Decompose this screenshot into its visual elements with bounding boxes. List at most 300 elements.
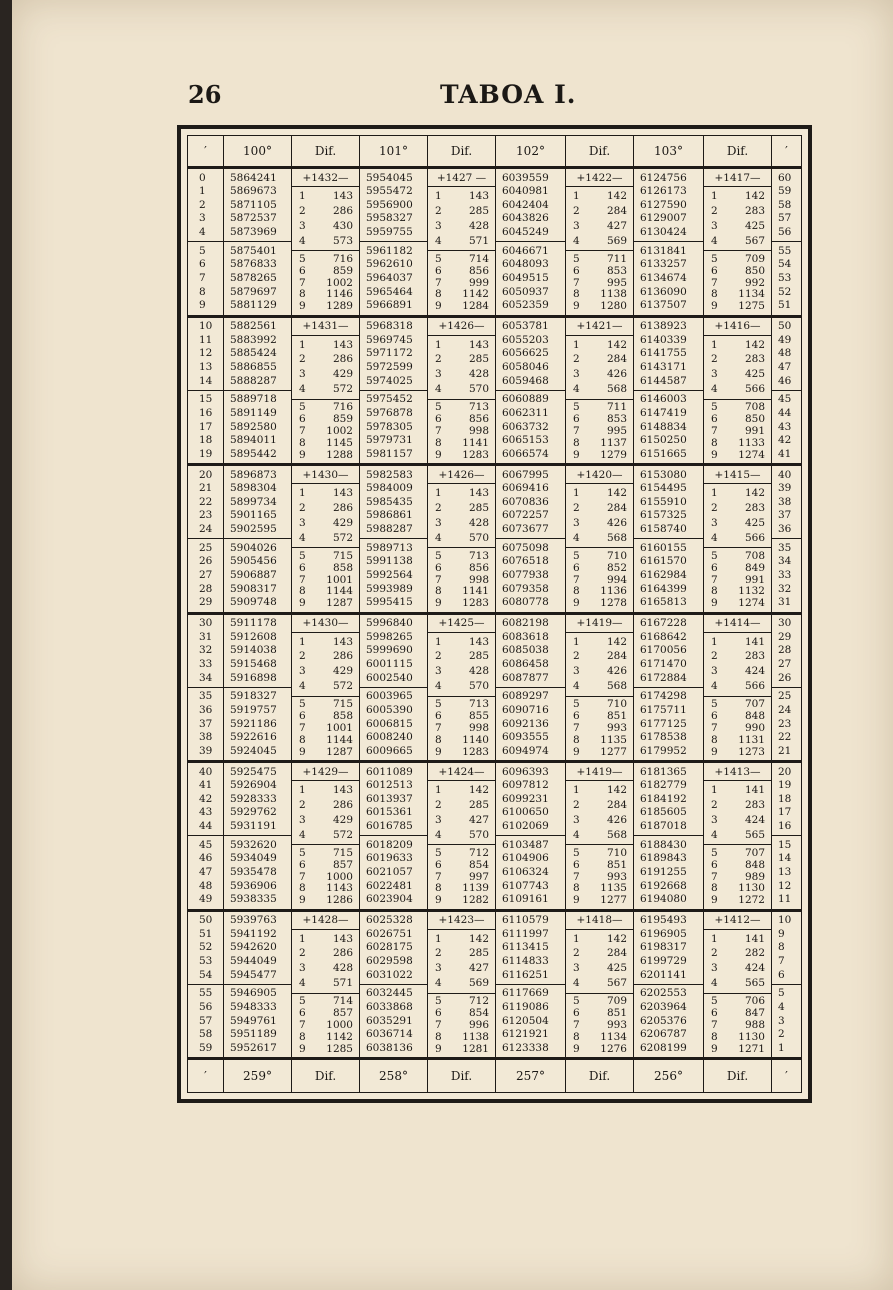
difference-row (566, 963, 633, 974)
log-value-column-cell: 5974025 (366, 374, 413, 387)
proportional-value: 709 (606, 995, 627, 1008)
difference-row (566, 598, 633, 609)
block-half (634, 912, 703, 985)
proportional-value: 1286 (326, 894, 353, 907)
proportional-value: 428 (468, 516, 489, 529)
difference-row (704, 666, 771, 677)
log-value-column-cell: 5939763 (230, 914, 277, 927)
proportional-digit: 3 (711, 516, 718, 529)
proportional-digit: 5 (435, 846, 442, 859)
proportional-digit: 2 (435, 204, 442, 217)
proportional-digit: 4 (573, 383, 580, 396)
proportional-value: 715 (332, 549, 353, 562)
proportional-digit: 3 (711, 813, 718, 826)
difference-body (704, 930, 771, 1058)
proportional-digit: 5 (299, 995, 306, 1008)
header-col: Dif. (292, 136, 360, 166)
log-value-column-cell: 6085038 (502, 644, 549, 657)
difference-row (292, 438, 359, 449)
block-half (428, 994, 495, 1057)
difference-head: +1425— (428, 615, 495, 633)
proportional-value: 143 (332, 635, 353, 648)
proportional-digit: 6 (711, 561, 718, 574)
log-value-column-cell: 6199729 (640, 954, 687, 967)
difference-row (566, 426, 633, 437)
proportional-digit: 5 (711, 549, 718, 562)
proportional-digit: 1 (711, 487, 718, 500)
proportional-value: 283 (744, 798, 765, 811)
difference-row (704, 1008, 771, 1019)
proportional-value: 1135 (600, 882, 627, 895)
page-number: 26 (188, 80, 222, 109)
proportional-digit: 3 (711, 219, 718, 232)
difference-row (292, 551, 359, 562)
log-value-column-cell: 5881129 (230, 299, 277, 312)
proportional-value: 857 (332, 858, 353, 871)
proportional-value: 1142 (326, 1030, 353, 1043)
difference-head: +1414— (704, 615, 771, 633)
proportional-digit: 9 (573, 894, 580, 907)
block-half (428, 845, 495, 908)
minute-index (188, 169, 224, 315)
proportional-digit: 2 (573, 947, 580, 960)
complement-minute-index-cell: 19 (778, 779, 792, 792)
minute-index-cell: 6 (199, 258, 206, 271)
log-value-column-cell: 6120504 (502, 1014, 549, 1027)
proportional-value: 286 (332, 947, 353, 960)
difference-head: +1424— (428, 763, 495, 781)
minute-index-cell: 31 (199, 630, 213, 643)
proportional-digit: 1 (573, 190, 580, 203)
proportional-value: 856 (468, 413, 489, 426)
difference-column (428, 615, 496, 761)
block-half (496, 836, 565, 908)
log-value-column (224, 763, 292, 909)
block-half (188, 763, 223, 836)
minute-index-cell: 18 (199, 434, 213, 447)
difference-row (292, 191, 359, 202)
difference-row (704, 860, 771, 871)
block-half (704, 484, 771, 548)
proportional-value: 283 (744, 650, 765, 663)
complement-minute-index-cell: 40 (778, 468, 792, 481)
difference-row (428, 426, 495, 437)
log-value-column-cell: 6133257 (640, 258, 687, 271)
log-value-column-cell: 6019633 (366, 852, 413, 865)
log-value-column-cell: 5901165 (230, 509, 277, 522)
proportional-digit: 4 (299, 977, 306, 990)
proportional-digit: 9 (711, 894, 718, 907)
minute-index-cell: 7 (199, 272, 206, 285)
log-value-column-cell: 5891149 (230, 406, 277, 419)
minute-index-cell: 10 (199, 320, 213, 333)
log-value-column-cell: 6008240 (366, 731, 413, 744)
proportional-digit: 3 (299, 962, 306, 975)
header-col: 103° (634, 136, 704, 166)
minute-index-cell: 54 (199, 968, 213, 981)
proportional-digit: 4 (573, 234, 580, 247)
header-col: 102° (496, 136, 566, 166)
block-half (292, 845, 359, 908)
proportional-value: 567 (606, 977, 627, 990)
difference-row (566, 1008, 633, 1019)
log-value-column-cell: 5886855 (230, 360, 277, 373)
difference-row (704, 883, 771, 894)
difference-row (704, 1020, 771, 1031)
proportional-digit: 6 (573, 264, 580, 277)
log-value-column-cell: 6102069 (502, 820, 549, 833)
proportional-value: 851 (606, 858, 627, 871)
log-value-column-cell: 5872537 (230, 212, 277, 225)
proportional-value: 710 (606, 698, 627, 711)
log-value-column-cell: 6100650 (502, 806, 549, 819)
proportional-digit: 4 (299, 383, 306, 396)
block-half (704, 400, 771, 463)
block-half (188, 242, 223, 314)
log-value-column-cell: 5908317 (230, 582, 277, 595)
log-value-column-cell: 5986861 (366, 509, 413, 522)
proportional-digit: 4 (435, 828, 442, 841)
difference-column (428, 763, 496, 909)
proportional-value: 142 (606, 932, 627, 945)
log-value-column-cell: 6018209 (366, 838, 413, 851)
log-value-column-cell: 5909748 (230, 596, 277, 609)
minute-index-cell: 39 (199, 744, 213, 757)
proportional-digit: 1 (435, 487, 442, 500)
difference-row (704, 699, 771, 710)
proportional-digit: 2 (573, 501, 580, 514)
complement-minute-index-cell: 37 (778, 509, 792, 522)
block-half (188, 391, 223, 463)
log-value-column-cell: 5876833 (230, 258, 277, 271)
minute-index-cell: 47 (199, 866, 213, 879)
block-half (772, 985, 801, 1057)
proportional-digit: 9 (711, 745, 718, 758)
proportional-value: 142 (468, 932, 489, 945)
difference-row (428, 747, 495, 758)
log-value-column-cell: 5971172 (366, 347, 413, 360)
proportional-digit: 4 (573, 531, 580, 544)
proportional-digit: 6 (573, 561, 580, 574)
log-value-column-cell: 6106324 (502, 866, 549, 879)
log-value-column-cell: 6184192 (640, 792, 687, 805)
proportional-digit: 5 (435, 401, 442, 414)
proportional-value: 859 (332, 413, 353, 426)
block-half (566, 781, 633, 845)
log-value-column-cell: 5899734 (230, 495, 277, 508)
difference-row (566, 723, 633, 734)
block-half (634, 466, 703, 539)
log-value-column-cell: 6033868 (366, 1000, 413, 1013)
proportional-digit: 4 (573, 977, 580, 990)
proportional-digit: 4 (435, 977, 442, 990)
proportional-digit: 6 (299, 413, 306, 426)
proportional-digit: 7 (573, 276, 580, 289)
proportional-value: 713 (468, 698, 489, 711)
complement-minute-index-cell: 36 (778, 523, 792, 536)
difference-row (704, 598, 771, 609)
proportional-digit: 6 (299, 858, 306, 871)
log-value-column-cell: 6111997 (502, 927, 549, 940)
proportional-digit: 9 (435, 300, 442, 313)
proportional-digit: 7 (435, 276, 442, 289)
proportional-digit: 5 (711, 846, 718, 859)
difference-row (428, 651, 495, 662)
proportional-value: 1274 (738, 448, 765, 461)
minute-index-cell: 2 (199, 198, 206, 211)
minute-index-cell: 43 (199, 806, 213, 819)
block-half (634, 539, 703, 611)
block-half (360, 242, 427, 314)
difference-row (566, 860, 633, 871)
complement-minute-index (772, 466, 801, 612)
proportional-value: 1000 (326, 1019, 353, 1032)
proportional-value: 142 (606, 190, 627, 203)
log-value-column-cell: 6011089 (366, 765, 413, 778)
difference-row (292, 747, 359, 758)
difference-row (292, 488, 359, 499)
difference-row (566, 681, 633, 692)
complement-minute-index-cell: 43 (778, 420, 792, 433)
block-half (224, 391, 291, 463)
difference-head: +1426— (428, 318, 495, 336)
difference-column (428, 912, 496, 1058)
proportional-value: 424 (744, 813, 765, 826)
proportional-digit: 7 (299, 1019, 306, 1032)
proportional-digit: 5 (299, 698, 306, 711)
minute-index-cell: 56 (199, 1000, 213, 1013)
difference-row (292, 651, 359, 662)
minute-index-cell: 30 (199, 617, 213, 630)
proportional-value: 1275 (738, 300, 765, 313)
difference-row (428, 533, 495, 544)
log-value-column-cell: 6059468 (502, 374, 549, 387)
proportional-value: 853 (606, 264, 627, 277)
difference-row (566, 191, 633, 202)
difference-row (428, 236, 495, 247)
proportional-value: 429 (332, 516, 353, 529)
proportional-digit: 1 (573, 338, 580, 351)
proportional-value: 1283 (462, 597, 489, 610)
difference-row (566, 872, 633, 883)
proportional-digit: 1 (435, 932, 442, 945)
log-value-column-cell: 6069416 (502, 482, 549, 495)
block-half (292, 336, 359, 400)
difference-head: +1412— (704, 912, 771, 930)
difference-column (428, 318, 496, 464)
difference-row (566, 711, 633, 722)
proportional-digit: 2 (435, 501, 442, 514)
proportional-value: 565 (744, 828, 765, 841)
minute-index (188, 615, 224, 761)
log-value-column-cell: 6104906 (502, 852, 549, 865)
proportional-value: 1282 (462, 894, 489, 907)
difference-row (292, 948, 359, 959)
log-value-column-cell: 6065153 (502, 434, 549, 447)
block-half (188, 912, 223, 985)
proportional-digit: 9 (711, 300, 718, 313)
log-value-column-cell: 5984009 (366, 482, 413, 495)
log-value-column-cell: 6160155 (640, 541, 687, 554)
difference-row (292, 883, 359, 894)
proportional-value: 143 (332, 784, 353, 797)
difference-row (428, 681, 495, 692)
log-value-column-cell: 5961182 (366, 244, 413, 257)
complement-minute-index (772, 615, 801, 761)
block-half (772, 242, 801, 314)
log-value-column-cell: 6138923 (640, 320, 687, 333)
difference-row (428, 1032, 495, 1043)
difference-head: +1431— (292, 318, 359, 336)
block-half (634, 985, 703, 1057)
minute-index-cell: 8 (199, 285, 206, 298)
log-value-column-cell: 5918327 (230, 690, 277, 703)
proportional-value: 1289 (326, 300, 353, 313)
proportional-value: 427 (468, 813, 489, 826)
proportional-value: 712 (468, 846, 489, 859)
log-value-column (224, 169, 292, 315)
difference-row (292, 978, 359, 989)
log-value-column-cell: 6036714 (366, 1028, 413, 1041)
difference-row (566, 206, 633, 217)
difference-row (428, 872, 495, 883)
proportional-value: 1142 (462, 288, 489, 301)
difference-row (428, 221, 495, 232)
difference-row (704, 426, 771, 437)
log-value-column (634, 318, 704, 464)
complement-minute-index-cell: 17 (778, 806, 792, 819)
proportional-value: 706 (744, 995, 765, 1008)
difference-head: +1413— (704, 763, 771, 781)
complement-minute-index-cell: 55 (778, 244, 792, 257)
difference-row (704, 384, 771, 395)
proportional-digit: 6 (573, 413, 580, 426)
difference-row (704, 815, 771, 826)
difference-row (292, 711, 359, 722)
proportional-value: 1135 (600, 733, 627, 746)
log-value-column-cell: 6151665 (640, 447, 687, 460)
proportional-digit: 3 (299, 813, 306, 826)
difference-row (704, 533, 771, 544)
proportional-value: 1141 (462, 585, 489, 598)
block-half (772, 836, 801, 908)
minute-index-cell: 40 (199, 765, 213, 778)
difference-row (428, 301, 495, 312)
proportional-digit: 4 (711, 828, 718, 841)
log-value-column-cell: 5864241 (230, 171, 277, 184)
proportional-digit: 3 (573, 368, 580, 381)
block-half (496, 242, 565, 314)
proportional-digit: 1 (573, 487, 580, 500)
difference-body (292, 781, 359, 909)
block-half (496, 318, 565, 391)
proportional-value: 991 (744, 573, 765, 586)
log-value-column-cell: 5882561 (230, 320, 277, 333)
log-value-column-cell: 5871105 (230, 198, 277, 211)
difference-row (704, 681, 771, 692)
proportional-digit: 1 (573, 932, 580, 945)
block-half (224, 318, 291, 391)
complement-minute-index-cell: 28 (778, 644, 792, 657)
difference-row (292, 860, 359, 871)
difference-row (292, 301, 359, 312)
difference-head: +1421— (566, 318, 633, 336)
log-value-column-cell: 5911178 (230, 617, 277, 630)
proportional-value: 1287 (326, 597, 353, 610)
difference-row (566, 895, 633, 906)
proportional-value: 999 (468, 276, 489, 289)
proportional-digit: 1 (435, 190, 442, 203)
complement-minute-index-cell: 59 (778, 185, 792, 198)
proportional-digit: 2 (435, 353, 442, 366)
log-value-column-cell: 5902595 (230, 523, 277, 536)
proportional-value: 1284 (462, 300, 489, 313)
log-value-column-cell: 6022481 (366, 879, 413, 892)
log-value-column-cell: 5889718 (230, 393, 277, 406)
minute-index-cell: 36 (199, 703, 213, 716)
proportional-value: 283 (744, 501, 765, 514)
difference-row (428, 289, 495, 300)
proportional-value: 143 (332, 338, 353, 351)
proportional-digit: 6 (435, 413, 442, 426)
block-half (772, 539, 801, 611)
footer-col: Dif. (428, 1060, 496, 1092)
difference-row (704, 191, 771, 202)
difference-row (566, 586, 633, 597)
proportional-digit: 6 (435, 1007, 442, 1020)
log-value-column-cell: 6086458 (502, 657, 549, 670)
proportional-value: 572 (332, 828, 353, 841)
proportional-value: 1138 (462, 1030, 489, 1043)
difference-column (292, 763, 360, 909)
log-value-column-cell: 6114833 (502, 954, 549, 967)
difference-row (566, 848, 633, 859)
difference-row (428, 637, 495, 648)
difference-row (292, 236, 359, 247)
difference-row (428, 666, 495, 677)
proportional-digit: 8 (435, 1030, 442, 1043)
log-value-column-cell: 6191255 (640, 866, 687, 879)
proportional-value: 143 (332, 487, 353, 500)
difference-row (428, 815, 495, 826)
log-value-column-cell: 6043826 (502, 212, 549, 225)
proportional-digit: 4 (435, 680, 442, 693)
proportional-value: 1273 (738, 745, 765, 758)
proportional-value: 707 (744, 846, 765, 859)
proportional-digit: 9 (711, 1042, 718, 1055)
proportional-digit: 7 (711, 276, 718, 289)
proportional-digit: 8 (711, 733, 718, 746)
proportional-digit: 8 (435, 585, 442, 598)
log-value-column-cell: 6058046 (502, 360, 549, 373)
proportional-digit: 3 (435, 665, 442, 678)
block-half (772, 169, 801, 242)
complement-minute-index-cell: 57 (778, 212, 792, 225)
difference-column (566, 466, 634, 612)
block-half (704, 994, 771, 1057)
proportional-value: 284 (606, 650, 627, 663)
difference-body (292, 484, 359, 612)
proportional-digit: 7 (573, 870, 580, 883)
log-value-column-cell: 6046671 (502, 244, 549, 257)
proportional-digit: 6 (299, 561, 306, 574)
block-half (292, 548, 359, 611)
proportional-value: 1283 (462, 448, 489, 461)
difference-row (292, 1008, 359, 1019)
proportional-digit: 1 (299, 190, 306, 203)
proportional-value: 998 (468, 425, 489, 438)
log-value-column-cell: 6172884 (640, 671, 687, 684)
